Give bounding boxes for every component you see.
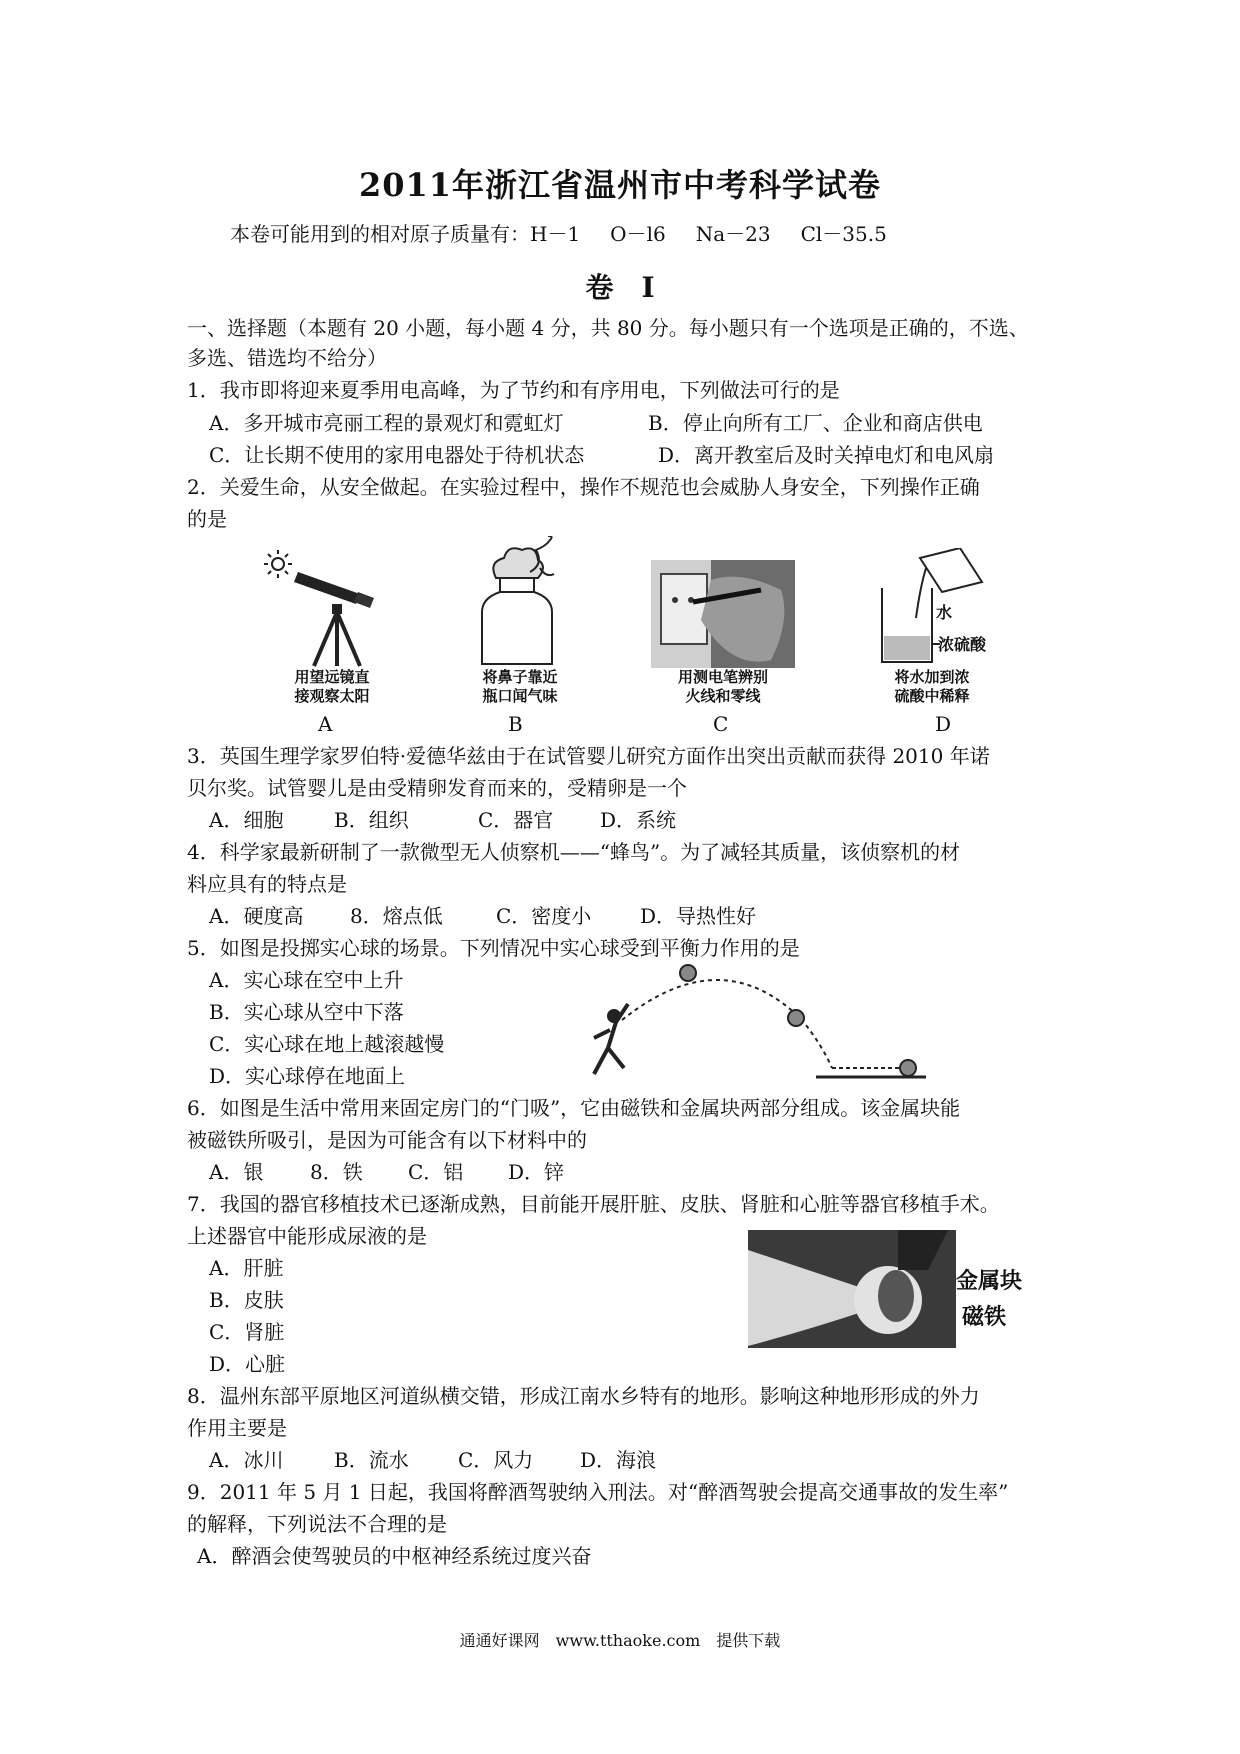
question-3-option-d: D．系统 — [600, 808, 677, 832]
section-heading-cont: 多选、错选均不给分） — [187, 346, 387, 370]
question-4-option-a: A．硬度高 — [209, 904, 304, 928]
question-7-option-b: B．皮肤 — [209, 1288, 284, 1312]
question-4-stem: 4．科学家最新研制了一款微型无人侦察机——“蜂鸟”。为了减轻其质量，该侦察机的材 — [187, 840, 961, 864]
question-1-option-b: B．停止向所有工厂、企业和商店供电 — [648, 411, 983, 435]
question-6-option-d: D．锌 — [508, 1160, 565, 1184]
question-3-stem: 3．英国生理学家罗伯特·爱德华兹由于在试管婴儿研究方面作出突出贡献而获得 2010 年诺 — [187, 744, 990, 768]
section-heading: 一、选择题（本题有 20 小题，每小题 4 分，共 80 分。每小题只有一个选项是正确的，不选、 — [187, 316, 1029, 340]
question-1-stem: 1．我市即将迎来夏季用电高峰，为了节约和有序用电，下列做法可行的是 — [187, 378, 840, 402]
figure-b-caption: 将鼻子靠近 瓶口闻气味 — [482, 668, 558, 705]
sun-icon — [264, 550, 292, 578]
figure-d-letter: D — [935, 712, 952, 736]
question-8-option-d: D．海浪 — [580, 1448, 657, 1472]
atomic-mass-prefix: 本卷可能用到的相对原子质量有： — [230, 222, 530, 246]
telescope-figure — [262, 546, 402, 668]
figure-c-caption: 用测电笔辨别 火线和零线 — [677, 668, 768, 705]
test-pen-figure — [651, 560, 795, 668]
question-7-option-d: D．心脏 — [209, 1352, 286, 1376]
question-4-option-b: 8．熔点低 — [350, 904, 443, 928]
atomic-mass-line — [230, 218, 887, 247]
question-5-option-b: B．实心球从空中下落 — [209, 1000, 404, 1024]
question-3-stem-cont: 贝尔奖。试管婴儿是由受精卵发育而来的，受精卵是一个 — [187, 776, 687, 800]
question-8-option-c: C．风力 — [458, 1448, 534, 1472]
question-4-option-d: D．导热性好 — [640, 904, 757, 928]
question-6-stem-cont: 被磁铁所吸引，是因为可能含有以下材料中的 — [187, 1128, 587, 1152]
question-1-option-c: C．让长期不使用的家用电器处于待机状态 — [209, 443, 585, 467]
question-5-option-c: C．实心球在地上越滚越慢 — [209, 1032, 445, 1056]
question-7-stem-cont: 上述器官中能形成尿液的是 — [187, 1224, 427, 1248]
door-stopper-figure — [748, 1230, 956, 1348]
page-title: 2011年浙江省温州市中考科学试卷 — [358, 166, 882, 204]
question-7-option-a: A．肝脏 — [209, 1256, 284, 1280]
shot-put-figure — [572, 960, 932, 1080]
question-5-option-d: D．实心球停在地面上 — [209, 1064, 406, 1088]
athlete-icon — [594, 1004, 628, 1074]
figure-a-caption: 用望远镜直 接观察太阳 — [294, 668, 370, 705]
part-label: 卷 I — [585, 271, 655, 304]
question-6-option-b: 8．铁 — [310, 1160, 363, 1184]
question-6-option-a: A．银 — [209, 1160, 264, 1184]
magnet-label: 磁铁 — [962, 1304, 1007, 1330]
question-8-stem-cont: 作用主要是 — [187, 1416, 287, 1440]
question-4-option-c: C．密度小 — [496, 904, 592, 928]
acid-label: 浓硫酸 — [938, 635, 987, 654]
smell-bottle-figure — [470, 536, 570, 668]
question-9-stem-cont: 的解释，下列说法不合理的是 — [187, 1512, 447, 1536]
figure-b-letter: B — [508, 712, 523, 736]
question-3-option-b: B．组织 — [334, 808, 409, 832]
water-label: 水 — [936, 603, 953, 622]
question-9-option-a: A．醉酒会使驾驶员的中枢神经系统过度兴奋 — [197, 1544, 592, 1568]
page-footer: 通通好课网 www.tthaoke.com 提供下载 — [459, 1631, 781, 1650]
atomic-mass-h: H－1 — [530, 222, 581, 246]
question-7-stem: 7．我国的器官移植技术已逐渐成熟，目前能开展肝脏、皮肤、肾脏和心脏等器官移植手术。 — [187, 1192, 1000, 1216]
question-1-option-d: D．离开教室后及时关掉电灯和电风扇 — [658, 443, 995, 467]
question-5-option-a: A．实心球在空中上升 — [209, 968, 404, 992]
question-3-option-c: C．器官 — [478, 808, 554, 832]
question-8-option-b: B．流水 — [334, 1448, 409, 1472]
figure-c-letter: C — [713, 712, 729, 736]
figure-a-letter: A — [318, 712, 333, 736]
question-9-stem: 9．2011 年 5 月 1 日起，我国将醉酒驾驶纳入刑法。对“醉酒驾驶会提高交通事故的发生率” — [187, 1480, 1009, 1504]
question-8-option-a: A．冰川 — [209, 1448, 284, 1472]
question-6-stem: 6．如图是生活中常用来固定房门的“门吸”，它由磁铁和金属块两部分组成。该金属块能 — [187, 1096, 961, 1120]
question-5-stem: 5．如图是投掷实心球的场景。下列情况中实心球受到平衡力作用的是 — [187, 936, 800, 960]
question-2-stem: 2．关爱生命，从安全做起。在实验过程中，操作不规范也会威胁人身安全，下列操作正确 — [187, 475, 980, 499]
question-7-option-c: C．肾脏 — [209, 1320, 285, 1344]
question-1-option-a: A．多开城市亮丽工程的景观灯和霓虹灯 — [209, 411, 564, 435]
question-6-option-c: C．铝 — [408, 1160, 464, 1184]
question-3-option-a: A．细胞 — [209, 808, 284, 832]
figure-d-caption: 将水加到浓 硫酸中稀释 — [894, 668, 970, 705]
question-2-stem-cont: 的是 — [187, 507, 227, 531]
atomic-mass-na: Na－23 — [695, 222, 771, 246]
question-4-stem-cont: 料应具有的特点是 — [187, 872, 347, 896]
atomic-mass-o: O－l6 — [610, 222, 666, 246]
question-8-stem: 8．温州东部平原地区河道纵横交错，形成江南水乡特有的地形。影响这种地形形成的外力 — [187, 1384, 980, 1408]
atomic-mass-cl: Cl－35.5 — [800, 222, 887, 246]
metal-block-label: 金属块 — [956, 1268, 1023, 1294]
